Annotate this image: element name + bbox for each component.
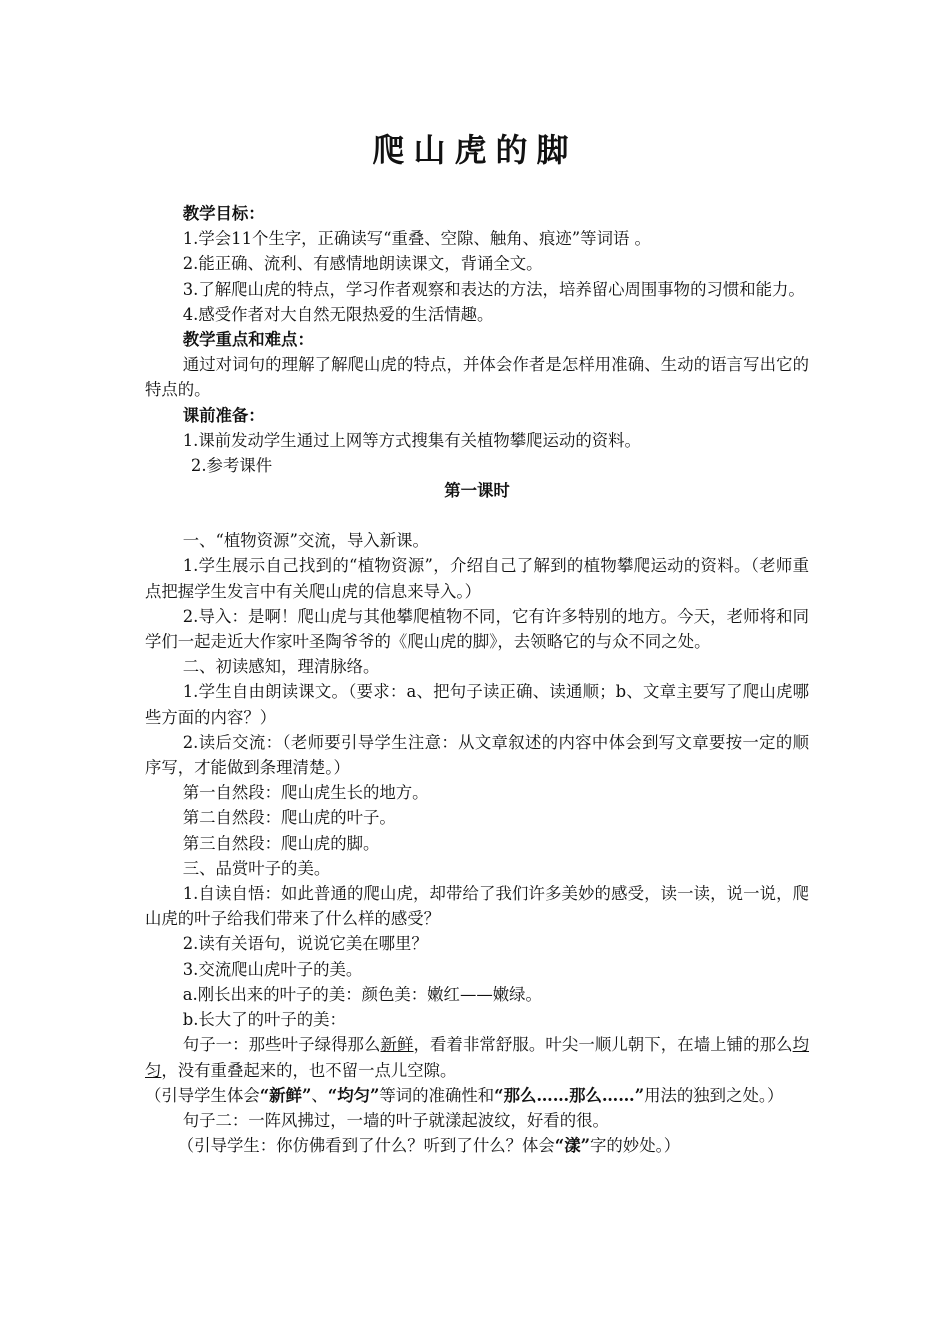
guide-note: （引导学生体会“新鲜”、“均匀”等词的准确性和“那么……那么……”用法的独到之处。） bbox=[145, 1085, 784, 1105]
quoted-word: “漾” bbox=[554, 1136, 591, 1156]
guide-text: （引导学生：你仿佛看到了什么？听到了什么？体会 bbox=[177, 1136, 555, 1156]
part-item: 1.自读自悟：如此普通的爬山虎，却带给了我们许多美妙的感受，读一读，说一说，爬山虎的叶子给我们带来了什么样的感受？ bbox=[145, 884, 809, 929]
part-item: 2.导入：是啊！爬山虎与其他攀爬植物不同，它有许多特别的地方。今天，老师将和同学们一起走近大作家叶圣陶爷爷的《爬山虎的脚》，去领略它的与众不同之处。 bbox=[145, 606, 809, 652]
document-body bbox=[145, 201, 809, 1158]
document-title: 爬山虎的脚 bbox=[372, 131, 578, 169]
sentence-text: ，没有重叠起来的，也不留一点儿空隙。 bbox=[161, 1060, 457, 1080]
part-item: a.刚长出来的叶子的美：颜色美：嫩红——嫩绿。 bbox=[182, 984, 542, 1004]
focus-text: 通过对词句的理解了解爬山虎的特点，并体会作者是怎样用准确、生动的语言写出它的特点的。 bbox=[145, 355, 809, 400]
goal-item: 4.感受作者对大自然无限热爱的生活情趣。 bbox=[182, 304, 494, 324]
sentence-one bbox=[145, 1032, 809, 1082]
part-item: b.长大了的叶子的美： bbox=[182, 1010, 346, 1030]
part-title: 三、品赏叶子的美。 bbox=[182, 858, 331, 878]
guide-text: 用法的独到之处。） bbox=[644, 1085, 784, 1105]
lesson-heading: 第一课时 bbox=[444, 481, 510, 501]
quoted-word: “新鲜” bbox=[259, 1085, 312, 1105]
goal-item: 1.学会11个生字，正确读写“重叠、空隙、触角、痕迹”等词语 。 bbox=[182, 229, 651, 249]
sentence-two: 句子二：一阵风拂过，一墙的叶子就漾起波纹，好看的很。 bbox=[182, 1110, 609, 1130]
underlined-word: 新鲜 bbox=[380, 1035, 414, 1055]
part-title: 一、“植物资源”交流，导入新课。 bbox=[182, 531, 429, 551]
prep-item: 1.课前发动学生通过上网等方式搜集有关植物攀爬运动的资料。 bbox=[182, 430, 641, 450]
part-item: 2.读后交流：（老师要引导学生注意：从文章叙述的内容中体会到写文章要按一定的顺序写，才能做到条理清楚。） bbox=[145, 732, 809, 778]
quoted-word: “那么……那么……” bbox=[494, 1085, 645, 1105]
guide-text: 等词的准确性和 bbox=[379, 1085, 495, 1105]
guide-text: 引导学生体会 bbox=[161, 1085, 260, 1105]
sentence-text: ，看着非常舒服。叶尖一顺儿朝下，在墙上铺的那么 bbox=[413, 1035, 793, 1055]
goal-item: 2.能正确、流利、有感情地朗读课文，背诵全文。 bbox=[182, 254, 543, 274]
prep-item: 2.参考课件 bbox=[190, 456, 273, 476]
goal-item: 3.了解爬山虎的特点，学习作者观察和表达的方法，培养留心周围事物的习惯和能力。 bbox=[182, 279, 805, 299]
part-item: 1.学生自由朗读课文。（要求：a、把句子读正确、读通顺；b、文章主要写了爬山虎哪些方面的内容？） bbox=[145, 682, 809, 727]
part-item: 第三自然段：爬山虎的脚。 bbox=[182, 833, 380, 853]
part-item: 2.读有关语句，说说它美在哪里？ bbox=[182, 934, 428, 954]
part-item: 3.交流爬山虎叶子的美。 bbox=[182, 959, 363, 979]
goals-heading: 教学目标： bbox=[182, 204, 265, 223]
underlined-word: 均匀 bbox=[145, 1035, 810, 1080]
part-item: 1.学生展示自己找到的“植物资源”，介绍自己了解到的植物攀爬运动的资料。（老师重点把握学生发言中有关爬山虎的信息来导入。） bbox=[145, 556, 809, 601]
quoted-word: “均匀” bbox=[327, 1085, 380, 1105]
focus-heading: 教学重点和难点： bbox=[182, 330, 314, 350]
part-item: 第二自然段：爬山虎的叶子。 bbox=[182, 808, 396, 828]
part-title: 二、初读感知，理清脉络。 bbox=[182, 657, 380, 677]
prep-heading: 课前准备： bbox=[182, 405, 265, 425]
guide-text: 字的妙处。） bbox=[590, 1136, 681, 1156]
sentence-text: 句子一：那些叶子绿得那么 bbox=[182, 1035, 381, 1055]
guide-note bbox=[145, 1133, 809, 1158]
blank-line bbox=[145, 503, 809, 528]
part-item: 第一自然段：爬山虎生长的地方。 bbox=[182, 783, 429, 803]
guide-text: 、 bbox=[311, 1085, 328, 1105]
